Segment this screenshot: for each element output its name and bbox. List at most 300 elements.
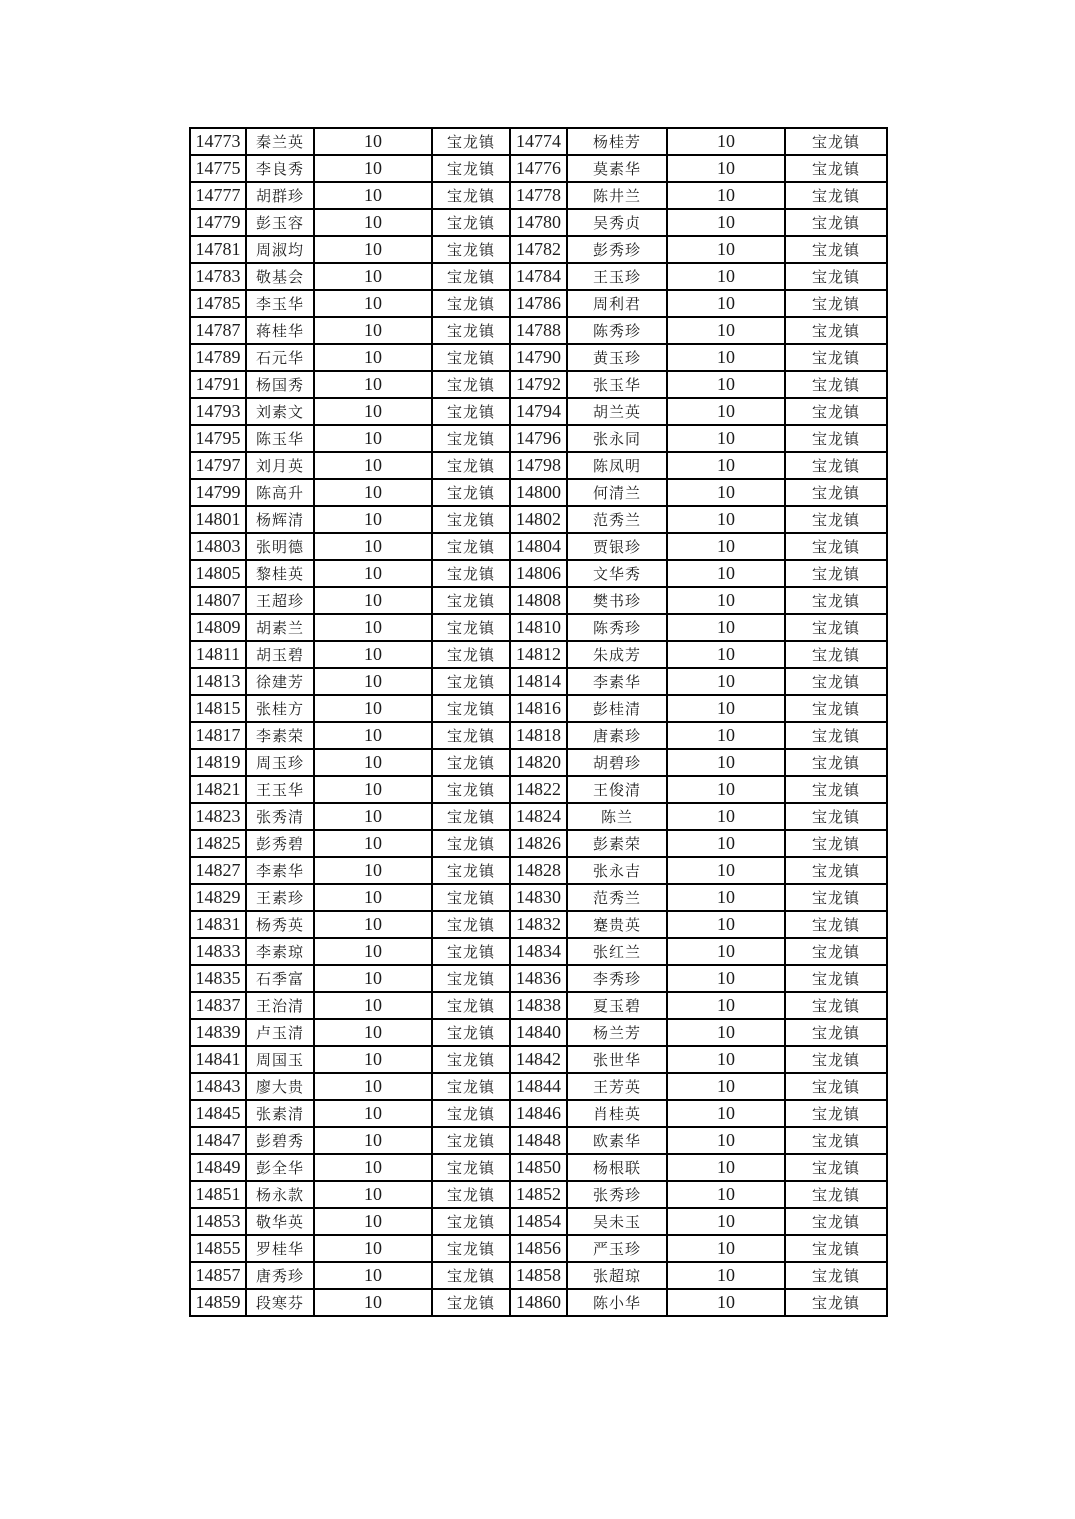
town-cell-left: 宝龙镇 <box>432 1100 510 1127</box>
amount-cell-left: 10 <box>314 668 432 695</box>
town-cell-right: 宝龙镇 <box>785 1046 887 1073</box>
serial-cell-right: 14840 <box>510 1019 567 1046</box>
amount-cell-right: 10 <box>667 857 785 884</box>
table-row <box>190 1127 887 1154</box>
table-row <box>190 1154 887 1181</box>
name-cell-right: 范秀兰 <box>567 884 667 911</box>
table-row <box>190 695 887 722</box>
serial-cell-right: 14856 <box>510 1235 567 1262</box>
amount-cell-right: 10 <box>667 560 785 587</box>
amount-cell-right: 10 <box>667 1127 785 1154</box>
amount-cell-right: 10 <box>667 884 785 911</box>
town-cell-right: 宝龙镇 <box>785 857 887 884</box>
name-cell-right: 朱成芳 <box>567 641 667 668</box>
town-cell-right: 宝龙镇 <box>785 371 887 398</box>
amount-cell-left: 10 <box>314 776 432 803</box>
town-cell-right: 宝龙镇 <box>785 182 887 209</box>
town-cell-right: 宝龙镇 <box>785 776 887 803</box>
amount-cell-right: 10 <box>667 290 785 317</box>
name-cell-right: 唐素珍 <box>567 722 667 749</box>
name-cell-right: 文华秀 <box>567 560 667 587</box>
amount-cell-left: 10 <box>314 722 432 749</box>
serial-cell-left: 14853 <box>190 1208 246 1235</box>
name-cell-left: 卢玉清 <box>246 1019 314 1046</box>
name-cell-left: 杨国秀 <box>246 371 314 398</box>
name-cell-left: 王玉华 <box>246 776 314 803</box>
name-cell-left: 张明德 <box>246 533 314 560</box>
amount-cell-right: 10 <box>667 1046 785 1073</box>
serial-cell-right: 14802 <box>510 506 567 533</box>
town-cell-left: 宝龙镇 <box>432 209 510 236</box>
amount-cell-right: 10 <box>667 938 785 965</box>
amount-cell-left: 10 <box>314 803 432 830</box>
amount-cell-right: 10 <box>667 587 785 614</box>
table-row <box>190 1073 887 1100</box>
name-cell-left: 杨秀英 <box>246 911 314 938</box>
serial-cell-left: 14801 <box>190 506 246 533</box>
amount-cell-left: 10 <box>314 452 432 479</box>
name-cell-left: 胡素兰 <box>246 614 314 641</box>
amount-cell-left: 10 <box>314 857 432 884</box>
serial-cell-left: 14809 <box>190 614 246 641</box>
table-row <box>190 749 887 776</box>
serial-cell-left: 14803 <box>190 533 246 560</box>
serial-cell-left: 14857 <box>190 1262 246 1289</box>
table-row <box>190 911 887 938</box>
serial-cell-left: 14775 <box>190 155 246 182</box>
table-row <box>190 1208 887 1235</box>
amount-cell-right: 10 <box>667 1154 785 1181</box>
name-cell-right: 陈凤明 <box>567 452 667 479</box>
amount-cell-left: 10 <box>314 1262 432 1289</box>
amount-cell-right: 10 <box>667 344 785 371</box>
town-cell-right: 宝龙镇 <box>785 452 887 479</box>
name-cell-left: 胡玉碧 <box>246 641 314 668</box>
table-row <box>190 1181 887 1208</box>
amount-cell-right: 10 <box>667 1019 785 1046</box>
amount-cell-left: 10 <box>314 1235 432 1262</box>
serial-cell-left: 14855 <box>190 1235 246 1262</box>
serial-cell-left: 14813 <box>190 668 246 695</box>
name-cell-right: 陈秀珍 <box>567 614 667 641</box>
table-row <box>190 1100 887 1127</box>
name-cell-left: 彭碧秀 <box>246 1127 314 1154</box>
amount-cell-left: 10 <box>314 155 432 182</box>
serial-cell-right: 14806 <box>510 560 567 587</box>
name-cell-left: 段寒芬 <box>246 1289 314 1316</box>
amount-cell-right: 10 <box>667 155 785 182</box>
amount-cell-right: 10 <box>667 830 785 857</box>
table-row <box>190 614 887 641</box>
amount-cell-left: 10 <box>314 263 432 290</box>
name-cell-left: 蒋桂华 <box>246 317 314 344</box>
serial-cell-left: 14845 <box>190 1100 246 1127</box>
town-cell-left: 宝龙镇 <box>432 1235 510 1262</box>
name-cell-left: 廖大贵 <box>246 1073 314 1100</box>
serial-cell-right: 14786 <box>510 290 567 317</box>
town-cell-right: 宝龙镇 <box>785 884 887 911</box>
town-cell-left: 宝龙镇 <box>432 1289 510 1316</box>
town-cell-left: 宝龙镇 <box>432 857 510 884</box>
table-row <box>190 668 887 695</box>
serial-cell-right: 14824 <box>510 803 567 830</box>
name-cell-right: 陈兰 <box>567 803 667 830</box>
town-cell-right: 宝龙镇 <box>785 587 887 614</box>
name-cell-right: 彭桂清 <box>567 695 667 722</box>
town-cell-left: 宝龙镇 <box>432 182 510 209</box>
serial-cell-left: 14829 <box>190 884 246 911</box>
table-row <box>190 506 887 533</box>
town-cell-left: 宝龙镇 <box>432 992 510 1019</box>
amount-cell-right: 10 <box>667 749 785 776</box>
table-row <box>190 1235 887 1262</box>
town-cell-left: 宝龙镇 <box>432 344 510 371</box>
town-cell-left: 宝龙镇 <box>432 1019 510 1046</box>
serial-cell-left: 14811 <box>190 641 246 668</box>
town-cell-left: 宝龙镇 <box>432 830 510 857</box>
serial-cell-right: 14858 <box>510 1262 567 1289</box>
name-cell-right: 王玉珍 <box>567 263 667 290</box>
town-cell-right: 宝龙镇 <box>785 1262 887 1289</box>
town-cell-right: 宝龙镇 <box>785 506 887 533</box>
town-cell-left: 宝龙镇 <box>432 236 510 263</box>
name-cell-left: 陈玉华 <box>246 425 314 452</box>
town-cell-right: 宝龙镇 <box>785 614 887 641</box>
name-cell-right: 周利君 <box>567 290 667 317</box>
town-cell-left: 宝龙镇 <box>432 1154 510 1181</box>
table-row <box>190 236 887 263</box>
name-cell-left: 杨辉清 <box>246 506 314 533</box>
amount-cell-left: 10 <box>314 695 432 722</box>
town-cell-left: 宝龙镇 <box>432 155 510 182</box>
town-cell-right: 宝龙镇 <box>785 236 887 263</box>
table-row <box>190 830 887 857</box>
serial-cell-left: 14821 <box>190 776 246 803</box>
amount-cell-right: 10 <box>667 614 785 641</box>
serial-cell-left: 14839 <box>190 1019 246 1046</box>
town-cell-left: 宝龙镇 <box>432 290 510 317</box>
serial-cell-right: 14782 <box>510 236 567 263</box>
amount-cell-left: 10 <box>314 1289 432 1316</box>
town-cell-left: 宝龙镇 <box>432 1046 510 1073</box>
name-cell-left: 敬华英 <box>246 1208 314 1235</box>
name-cell-right: 王俊清 <box>567 776 667 803</box>
serial-cell-right: 14850 <box>510 1154 567 1181</box>
amount-cell-left: 10 <box>314 614 432 641</box>
town-cell-right: 宝龙镇 <box>785 641 887 668</box>
name-cell-right: 彭素荣 <box>567 830 667 857</box>
town-cell-right: 宝龙镇 <box>785 479 887 506</box>
town-cell-right: 宝龙镇 <box>785 344 887 371</box>
table-row <box>190 1262 887 1289</box>
serial-cell-right: 14842 <box>510 1046 567 1073</box>
town-cell-left: 宝龙镇 <box>432 533 510 560</box>
name-cell-right: 胡兰英 <box>567 398 667 425</box>
serial-cell-right: 14776 <box>510 155 567 182</box>
table-row <box>190 290 887 317</box>
name-cell-right: 欧素华 <box>567 1127 667 1154</box>
serial-cell-left: 14825 <box>190 830 246 857</box>
roster-table-body <box>190 128 887 1316</box>
name-cell-right: 张永同 <box>567 425 667 452</box>
town-cell-left: 宝龙镇 <box>432 425 510 452</box>
town-cell-right: 宝龙镇 <box>785 1127 887 1154</box>
amount-cell-left: 10 <box>314 128 432 155</box>
town-cell-left: 宝龙镇 <box>432 128 510 155</box>
town-cell-right: 宝龙镇 <box>785 1181 887 1208</box>
table-row <box>190 209 887 236</box>
name-cell-right: 陈井兰 <box>567 182 667 209</box>
amount-cell-left: 10 <box>314 209 432 236</box>
serial-cell-right: 14852 <box>510 1181 567 1208</box>
amount-cell-right: 10 <box>667 1289 785 1316</box>
town-cell-left: 宝龙镇 <box>432 1262 510 1289</box>
serial-cell-right: 14790 <box>510 344 567 371</box>
town-cell-left: 宝龙镇 <box>432 317 510 344</box>
serial-cell-right: 14784 <box>510 263 567 290</box>
amount-cell-right: 10 <box>667 1100 785 1127</box>
amount-cell-left: 10 <box>314 317 432 344</box>
serial-cell-right: 14830 <box>510 884 567 911</box>
serial-cell-left: 14795 <box>190 425 246 452</box>
town-cell-left: 宝龙镇 <box>432 560 510 587</box>
serial-cell-left: 14849 <box>190 1154 246 1181</box>
name-cell-left: 胡群珍 <box>246 182 314 209</box>
serial-cell-right: 14846 <box>510 1100 567 1127</box>
table-row <box>190 398 887 425</box>
amount-cell-right: 10 <box>667 992 785 1019</box>
table-row <box>190 587 887 614</box>
name-cell-left: 张秀清 <box>246 803 314 830</box>
amount-cell-left: 10 <box>314 1154 432 1181</box>
town-cell-left: 宝龙镇 <box>432 1073 510 1100</box>
amount-cell-left: 10 <box>314 182 432 209</box>
name-cell-right: 樊书珍 <box>567 587 667 614</box>
amount-cell-right: 10 <box>667 425 785 452</box>
name-cell-right: 肖桂英 <box>567 1100 667 1127</box>
amount-cell-right: 10 <box>667 776 785 803</box>
name-cell-right: 陈秀珍 <box>567 317 667 344</box>
town-cell-left: 宝龙镇 <box>432 641 510 668</box>
name-cell-left: 周玉珍 <box>246 749 314 776</box>
town-cell-left: 宝龙镇 <box>432 587 510 614</box>
name-cell-right: 张秀珍 <box>567 1181 667 1208</box>
serial-cell-right: 14826 <box>510 830 567 857</box>
town-cell-left: 宝龙镇 <box>432 1208 510 1235</box>
town-cell-left: 宝龙镇 <box>432 938 510 965</box>
amount-cell-left: 10 <box>314 587 432 614</box>
serial-cell-left: 14859 <box>190 1289 246 1316</box>
amount-cell-right: 10 <box>667 263 785 290</box>
name-cell-right: 吴未玉 <box>567 1208 667 1235</box>
amount-cell-right: 10 <box>667 209 785 236</box>
name-cell-left: 刘月英 <box>246 452 314 479</box>
amount-cell-left: 10 <box>314 236 432 263</box>
serial-cell-right: 14844 <box>510 1073 567 1100</box>
serial-cell-left: 14799 <box>190 479 246 506</box>
amount-cell-left: 10 <box>314 938 432 965</box>
town-cell-left: 宝龙镇 <box>432 614 510 641</box>
amount-cell-left: 10 <box>314 965 432 992</box>
name-cell-right: 杨兰芳 <box>567 1019 667 1046</box>
amount-cell-right: 10 <box>667 182 785 209</box>
town-cell-right: 宝龙镇 <box>785 209 887 236</box>
name-cell-right: 张超琼 <box>567 1262 667 1289</box>
name-cell-left: 彭玉容 <box>246 209 314 236</box>
name-cell-right: 张玉华 <box>567 371 667 398</box>
name-cell-left: 王素珍 <box>246 884 314 911</box>
serial-cell-left: 14833 <box>190 938 246 965</box>
town-cell-right: 宝龙镇 <box>785 911 887 938</box>
name-cell-right: 陈小华 <box>567 1289 667 1316</box>
serial-cell-left: 14841 <box>190 1046 246 1073</box>
name-cell-left: 彭秀碧 <box>246 830 314 857</box>
town-cell-right: 宝龙镇 <box>785 1289 887 1316</box>
name-cell-left: 李玉华 <box>246 290 314 317</box>
town-cell-right: 宝龙镇 <box>785 155 887 182</box>
amount-cell-left: 10 <box>314 1019 432 1046</box>
town-cell-right: 宝龙镇 <box>785 965 887 992</box>
name-cell-left: 王治清 <box>246 992 314 1019</box>
town-cell-right: 宝龙镇 <box>785 533 887 560</box>
amount-cell-left: 10 <box>314 884 432 911</box>
name-cell-right: 吴秀贞 <box>567 209 667 236</box>
table-row <box>190 452 887 479</box>
town-cell-left: 宝龙镇 <box>432 263 510 290</box>
table-row <box>190 992 887 1019</box>
amount-cell-right: 10 <box>667 911 785 938</box>
name-cell-right: 贾银珍 <box>567 533 667 560</box>
name-cell-left: 李素琼 <box>246 938 314 965</box>
table-row <box>190 317 887 344</box>
table-row <box>190 560 887 587</box>
town-cell-left: 宝龙镇 <box>432 911 510 938</box>
amount-cell-right: 10 <box>667 398 785 425</box>
amount-cell-right: 10 <box>667 317 785 344</box>
amount-cell-right: 10 <box>667 479 785 506</box>
amount-cell-right: 10 <box>667 965 785 992</box>
town-cell-right: 宝龙镇 <box>785 830 887 857</box>
town-cell-left: 宝龙镇 <box>432 722 510 749</box>
town-cell-right: 宝龙镇 <box>785 1100 887 1127</box>
amount-cell-left: 10 <box>314 1127 432 1154</box>
serial-cell-left: 14781 <box>190 236 246 263</box>
serial-cell-right: 14788 <box>510 317 567 344</box>
name-cell-left: 黎桂英 <box>246 560 314 587</box>
serial-cell-left: 14787 <box>190 317 246 344</box>
name-cell-left: 陈高升 <box>246 479 314 506</box>
amount-cell-right: 10 <box>667 722 785 749</box>
serial-cell-right: 14774 <box>510 128 567 155</box>
serial-cell-right: 14820 <box>510 749 567 776</box>
serial-cell-right: 14778 <box>510 182 567 209</box>
amount-cell-right: 10 <box>667 668 785 695</box>
name-cell-right: 范秀兰 <box>567 506 667 533</box>
amount-cell-right: 10 <box>667 1262 785 1289</box>
table-row <box>190 938 887 965</box>
name-cell-left: 张桂方 <box>246 695 314 722</box>
table-row <box>190 803 887 830</box>
table-row <box>190 776 887 803</box>
serial-cell-right: 14810 <box>510 614 567 641</box>
amount-cell-right: 10 <box>667 1235 785 1262</box>
table-row <box>190 479 887 506</box>
amount-cell-right: 10 <box>667 1208 785 1235</box>
table-row <box>190 884 887 911</box>
serial-cell-right: 14860 <box>510 1289 567 1316</box>
name-cell-left: 李良秀 <box>246 155 314 182</box>
serial-cell-left: 14805 <box>190 560 246 587</box>
name-cell-right: 何清兰 <box>567 479 667 506</box>
table-row <box>190 344 887 371</box>
amount-cell-left: 10 <box>314 830 432 857</box>
amount-cell-left: 10 <box>314 479 432 506</box>
amount-cell-left: 10 <box>314 560 432 587</box>
amount-cell-right: 10 <box>667 533 785 560</box>
amount-cell-right: 10 <box>667 128 785 155</box>
serial-cell-right: 14812 <box>510 641 567 668</box>
town-cell-right: 宝龙镇 <box>785 992 887 1019</box>
town-cell-right: 宝龙镇 <box>785 1154 887 1181</box>
town-cell-left: 宝龙镇 <box>432 668 510 695</box>
name-cell-right: 彭秀珍 <box>567 236 667 263</box>
serial-cell-left: 14815 <box>190 695 246 722</box>
serial-cell-left: 14793 <box>190 398 246 425</box>
name-cell-right: 李素华 <box>567 668 667 695</box>
town-cell-left: 宝龙镇 <box>432 1127 510 1154</box>
amount-cell-left: 10 <box>314 992 432 1019</box>
serial-cell-right: 14780 <box>510 209 567 236</box>
table-row <box>190 371 887 398</box>
serial-cell-left: 14851 <box>190 1181 246 1208</box>
serial-cell-right: 14816 <box>510 695 567 722</box>
serial-cell-right: 14828 <box>510 857 567 884</box>
table-row <box>190 857 887 884</box>
name-cell-left: 石元华 <box>246 344 314 371</box>
town-cell-right: 宝龙镇 <box>785 1235 887 1262</box>
table-row <box>190 965 887 992</box>
name-cell-right: 李秀珍 <box>567 965 667 992</box>
name-cell-right: 王芳英 <box>567 1073 667 1100</box>
serial-cell-right: 14854 <box>510 1208 567 1235</box>
serial-cell-left: 14791 <box>190 371 246 398</box>
amount-cell-left: 10 <box>314 398 432 425</box>
serial-cell-left: 14819 <box>190 749 246 776</box>
table-row <box>190 263 887 290</box>
name-cell-right: 莫素华 <box>567 155 667 182</box>
town-cell-left: 宝龙镇 <box>432 965 510 992</box>
amount-cell-left: 10 <box>314 290 432 317</box>
town-cell-right: 宝龙镇 <box>785 1208 887 1235</box>
amount-cell-right: 10 <box>667 695 785 722</box>
serial-cell-left: 14783 <box>190 263 246 290</box>
name-cell-right: 张永吉 <box>567 857 667 884</box>
serial-cell-right: 14794 <box>510 398 567 425</box>
name-cell-right: 张红兰 <box>567 938 667 965</box>
serial-cell-left: 14837 <box>190 992 246 1019</box>
amount-cell-left: 10 <box>314 749 432 776</box>
name-cell-right: 张世华 <box>567 1046 667 1073</box>
town-cell-left: 宝龙镇 <box>432 803 510 830</box>
amount-cell-left: 10 <box>314 506 432 533</box>
town-cell-left: 宝龙镇 <box>432 695 510 722</box>
name-cell-right: 杨根联 <box>567 1154 667 1181</box>
amount-cell-left: 10 <box>314 1046 432 1073</box>
table-row <box>190 1289 887 1316</box>
town-cell-left: 宝龙镇 <box>432 776 510 803</box>
table-row <box>190 722 887 749</box>
serial-cell-right: 14818 <box>510 722 567 749</box>
